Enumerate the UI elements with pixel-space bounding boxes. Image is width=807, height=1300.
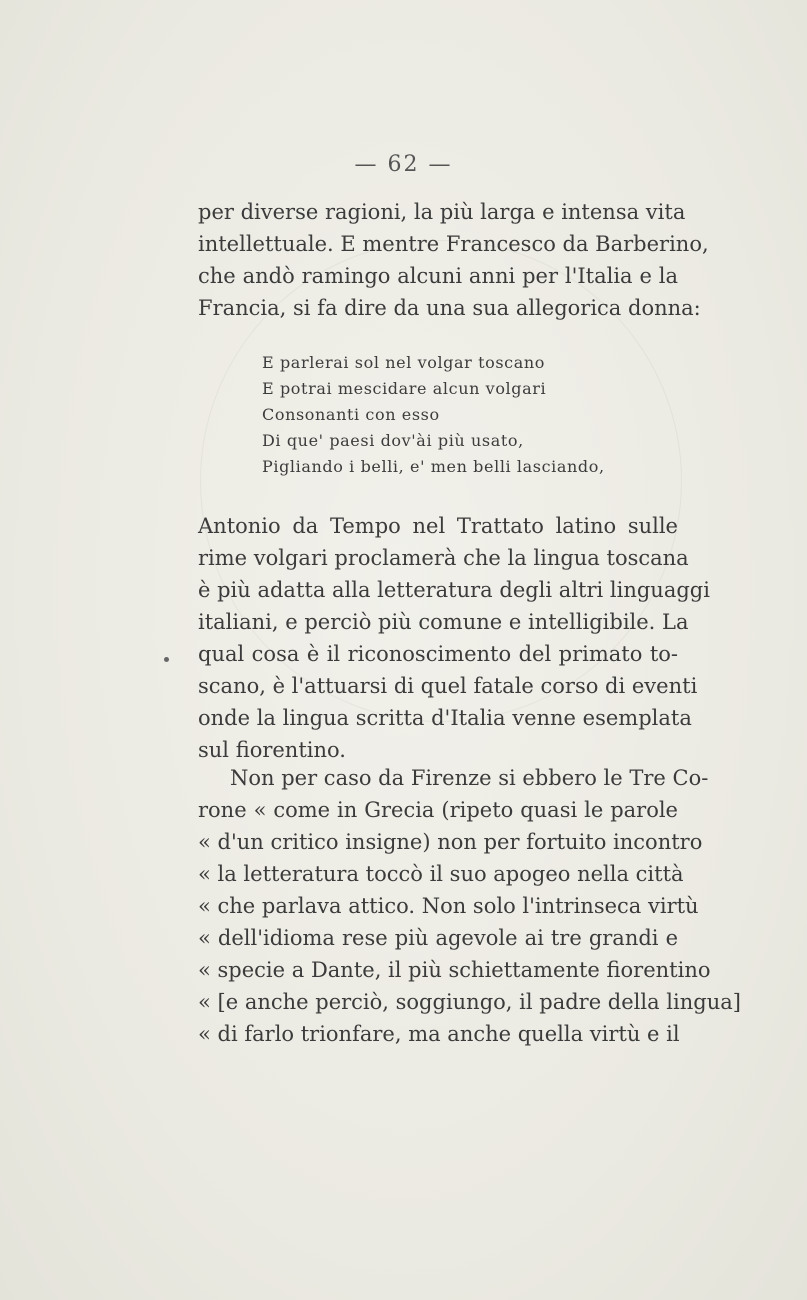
- text-line: « la letteratura toccò il suo apogeo nella città: [198, 862, 684, 886]
- text-line: onde la lingua scritta d'Italia venne esemplata: [198, 706, 692, 730]
- verse-quotation: [262, 350, 605, 480]
- verse-line: Consonanti con esso: [262, 405, 440, 424]
- text-line: intellettuale. E mentre Francesco da Barberino,: [198, 232, 709, 256]
- text-line: « specie a Dante, il più schiettamente fiorentino: [198, 958, 711, 982]
- text-line: per diverse ragioni, la più larga e intensa vita: [198, 200, 686, 224]
- paragraph-3: [198, 762, 741, 1050]
- text-line: sul fiorentino.: [198, 738, 346, 762]
- verse-line: E parlerai sol nel volgar toscano: [262, 353, 546, 372]
- text-line: rone « come in Grecia (ripeto quasi le parole: [198, 798, 678, 822]
- text-line: qual cosa è il riconoscimento del primato to-: [198, 642, 678, 666]
- paragraph-2: [198, 510, 710, 766]
- text-line: scano, è l'attuarsi di quel fatale corso di eventi: [198, 674, 698, 698]
- text-line: « di farlo trionfare, ma anche quella virtù e il: [198, 1022, 680, 1046]
- text-line: che andò ramingo alcuni anni per l'Italia e la: [198, 264, 678, 288]
- text-line: « che parlava attico. Non solo l'intrinseca virtù: [198, 894, 699, 918]
- text-line: Antonio da Tempo nel Trattato latino sulle: [198, 514, 678, 538]
- text-line: italiani, e perciò più comune e intelligibile. La: [198, 610, 689, 634]
- text-line: Francia, si fa dire da una sua allegorica donna:: [198, 296, 701, 320]
- text-line: « dell'idioma rese più agevole ai tre grandi e: [198, 926, 678, 950]
- text-line: Non per caso da Firenze si ebbero le Tre Co-: [230, 766, 709, 790]
- verse-line: Pigliando i belli, e' men belli lasciando,: [262, 457, 605, 476]
- page-number: — 62 —: [354, 152, 453, 177]
- text-line: « [e anche perciò, soggiungo, il padre della lingua]: [198, 990, 741, 1014]
- verse-line: Di que' paesi dov'ài più usato,: [262, 431, 524, 450]
- paragraph-1: [198, 196, 709, 324]
- verse-line: E potrai mescidare alcun volgari: [262, 379, 547, 398]
- text-line: è più adatta alla letteratura degli altri linguaggi: [198, 578, 710, 602]
- text-line: « d'un critico insigne) non per fortuito incontro: [198, 830, 703, 854]
- ink-speck: [164, 657, 169, 662]
- text-line: rime volgari proclamerà che la lingua toscana: [198, 546, 689, 570]
